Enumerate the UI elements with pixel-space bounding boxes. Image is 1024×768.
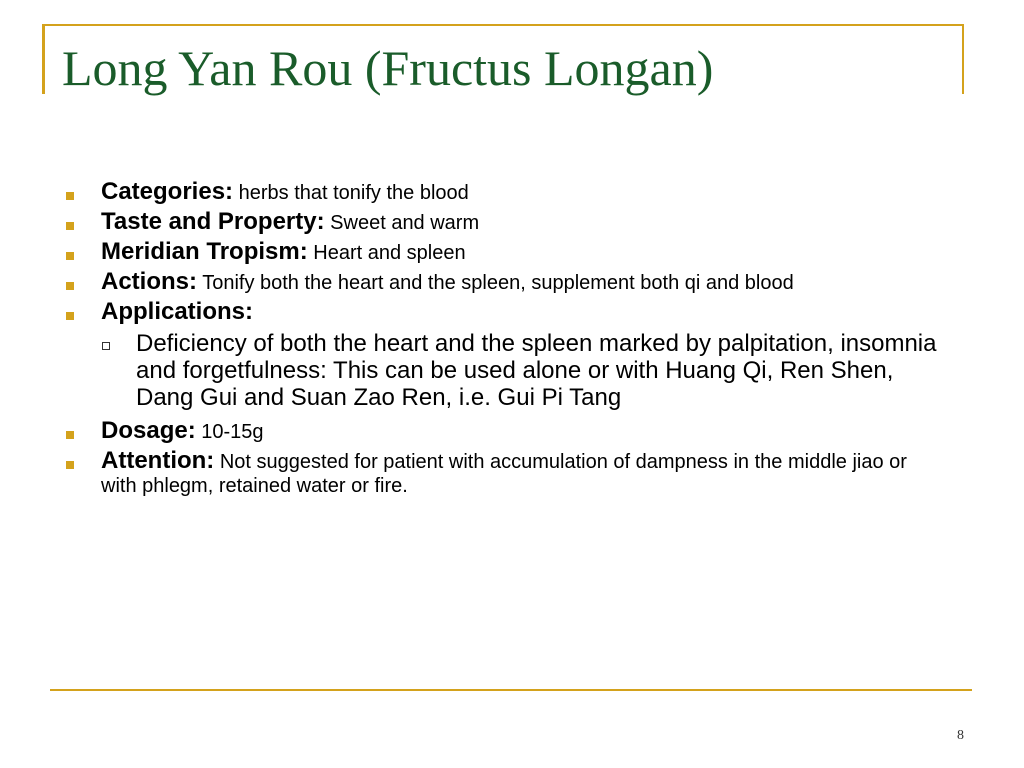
bullet-text [101,240,946,265]
bullet-label: Categories: [101,178,234,205]
sub-bullet-text: Deficiency of both the heart and the spleen marked by palpitation, insomnia and forgetfulness: This can be used alone or with Huang Qi, Ren Shen, Dang Gui and Suan Zao Ren, i.e. Gui Pi Tang [136,330,937,411]
bullet-value: 10-15g [201,421,264,443]
bullet-value: Heart and spleen [313,242,466,264]
bullet-value: Sweet and warm [330,212,480,234]
bullet-label: Actions: [101,268,197,295]
square-bullet-icon [66,192,74,200]
top-frame-line [42,24,964,26]
bullet-value: Tonify both the heart and the spleen, supplement both qi and blood [202,272,794,294]
sub-bullet-item-application [66,330,946,411]
right-frame-line [962,24,964,94]
bullet-label: Applications: [101,298,254,325]
left-frame-line [42,24,45,94]
bullet-item-actions [66,270,946,295]
bullet-text [101,300,946,325]
bullet-text [101,180,946,205]
bullet-label: Dosage: [101,417,196,444]
bullet-value: herbs that tonify the blood [238,182,469,204]
square-bullet-icon [66,222,74,230]
slide-title: Long Yan Rou (Fructus Longan) [62,40,714,96]
footer-divider [50,689,972,691]
bullet-list [66,180,946,503]
page-number: 8 [957,728,964,743]
bullet-text [101,210,946,235]
square-bullet-icon [66,461,74,469]
bullet-item-meridian [66,240,946,265]
bullet-item-categories [66,180,946,205]
bullet-value: Not suggested for patient with accumulation of dampness in the middle jiao or with phlegm, retained water or fire. [101,451,907,497]
square-bullet-icon [66,252,74,260]
bullet-item-applications [66,300,946,325]
bullet-item-taste [66,210,946,235]
square-bullet-icon [66,282,74,290]
bullet-item-attention [66,449,946,498]
bullet-item-dosage [66,419,946,444]
square-bullet-icon [66,312,74,320]
bullet-label: Meridian Tropism: [101,238,308,265]
bullet-label: Taste and Property: [101,208,325,235]
bullet-text [101,270,946,295]
hollow-square-bullet-icon [102,342,110,350]
bullet-text [101,419,946,444]
bullet-text [101,449,946,498]
square-bullet-icon [66,431,74,439]
bullet-label: Attention: [101,447,215,474]
